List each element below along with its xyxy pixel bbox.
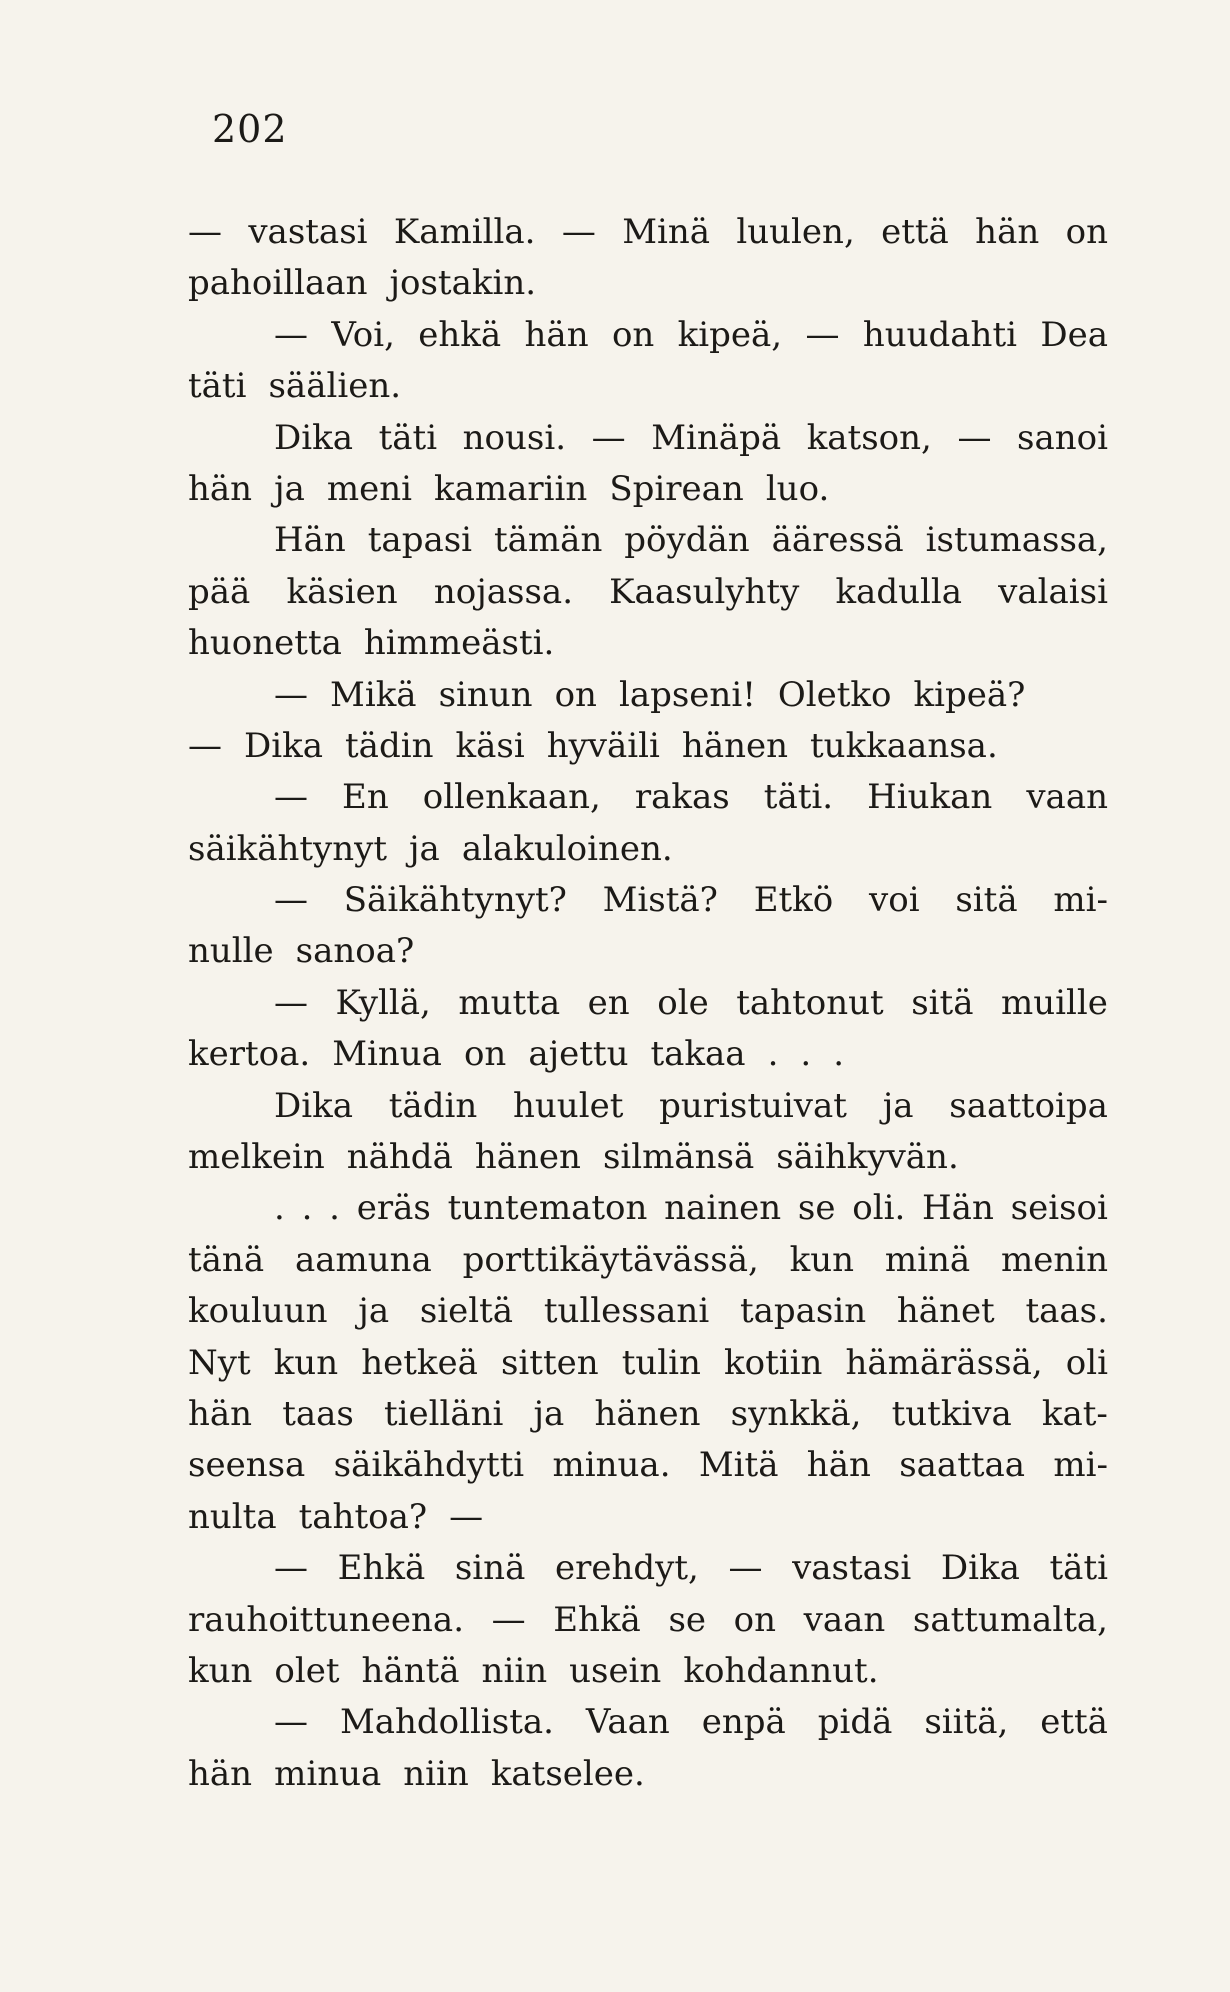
text-line: kouluun ja sieltä tullessani tapasin hänet taas.: [188, 1291, 1108, 1332]
text-line: melkein nähdä hänen silmänsä säihkyvän.: [188, 1137, 959, 1178]
text-line: — Ehkä sinä erehdyt, — vastasi Dika täti: [274, 1548, 1108, 1589]
text-line: Nyt kun hetkeä sitten tulin kotiin hämärässä, oli: [188, 1342, 1108, 1383]
text-line: — Dika tädin käsi hyväili hänen tukkaansa.: [188, 725, 998, 766]
text-line: nulle sanoa?: [188, 931, 415, 972]
page-number: 202: [212, 107, 288, 151]
text-line: säikähtynyt ja alakuloinen.: [188, 828, 673, 869]
text-line: kun olet häntä niin usein kohdannut.: [188, 1650, 879, 1691]
text-line: — Mikä sinun on lapseni! Oletko kipeä?: [274, 674, 1026, 715]
text-line: Hän tapasi tämän pöydän ääressä istumassa,: [274, 520, 1108, 561]
text-line: Dika tädin huulet puristuivat ja saattoipa: [274, 1085, 1108, 1126]
text-line: pää käsien nojassa. Kaasulyhty kadulla valaisi: [188, 571, 1108, 612]
text-line: kertoa. Minua on ajettu takaa . . .: [188, 1034, 845, 1075]
text-line: Dika täti nousi. — Minäpä katson, — sanoi: [274, 417, 1108, 458]
text-line: rauhoittuneena. — Ehkä se on vaan sattumalta,: [188, 1599, 1108, 1640]
text-line: pahoillaan jostakin.: [188, 263, 537, 304]
text-line: seensa säikähdytti minua. Mitä hän saattaa mi-: [188, 1445, 1108, 1486]
text-line: — vastasi Kamilla. — Minä luulen, että hän on: [188, 212, 1108, 252]
text-line: — Säikähtynyt? Mistä? Etkö voi sitä mi-: [274, 880, 1108, 921]
text-line: . . . eräs tuntematon nainen se oli. Hän seisoi: [274, 1188, 1108, 1229]
text-line: hän ja meni kamariin Spirean luo.: [188, 468, 830, 509]
text-line: tänä aamuna porttikäytävässä, kun minä menin: [188, 1239, 1108, 1280]
body-text: [188, 207, 1108, 1800]
text-line: hän taas tielläni ja hänen synkkä, tutkiva kat-: [188, 1393, 1108, 1434]
text-line: — Voi, ehkä hän on kipeä, — huudahti Dea: [274, 314, 1108, 355]
text-line: hän minua niin katselee.: [188, 1753, 645, 1794]
text-line: — En ollenkaan, rakas täti. Hiukan vaan: [274, 777, 1108, 818]
text-line: — Kyllä, mutta en ole tahtonut sitä muille: [274, 982, 1108, 1023]
text-line: huonetta himmeästi.: [188, 623, 555, 664]
text-line: — Mahdollista. Vaan enpä pidä siitä, että: [274, 1702, 1108, 1743]
text-line: nulta tahtoa? —: [188, 1496, 484, 1537]
text-line: täti säälien.: [188, 366, 402, 407]
